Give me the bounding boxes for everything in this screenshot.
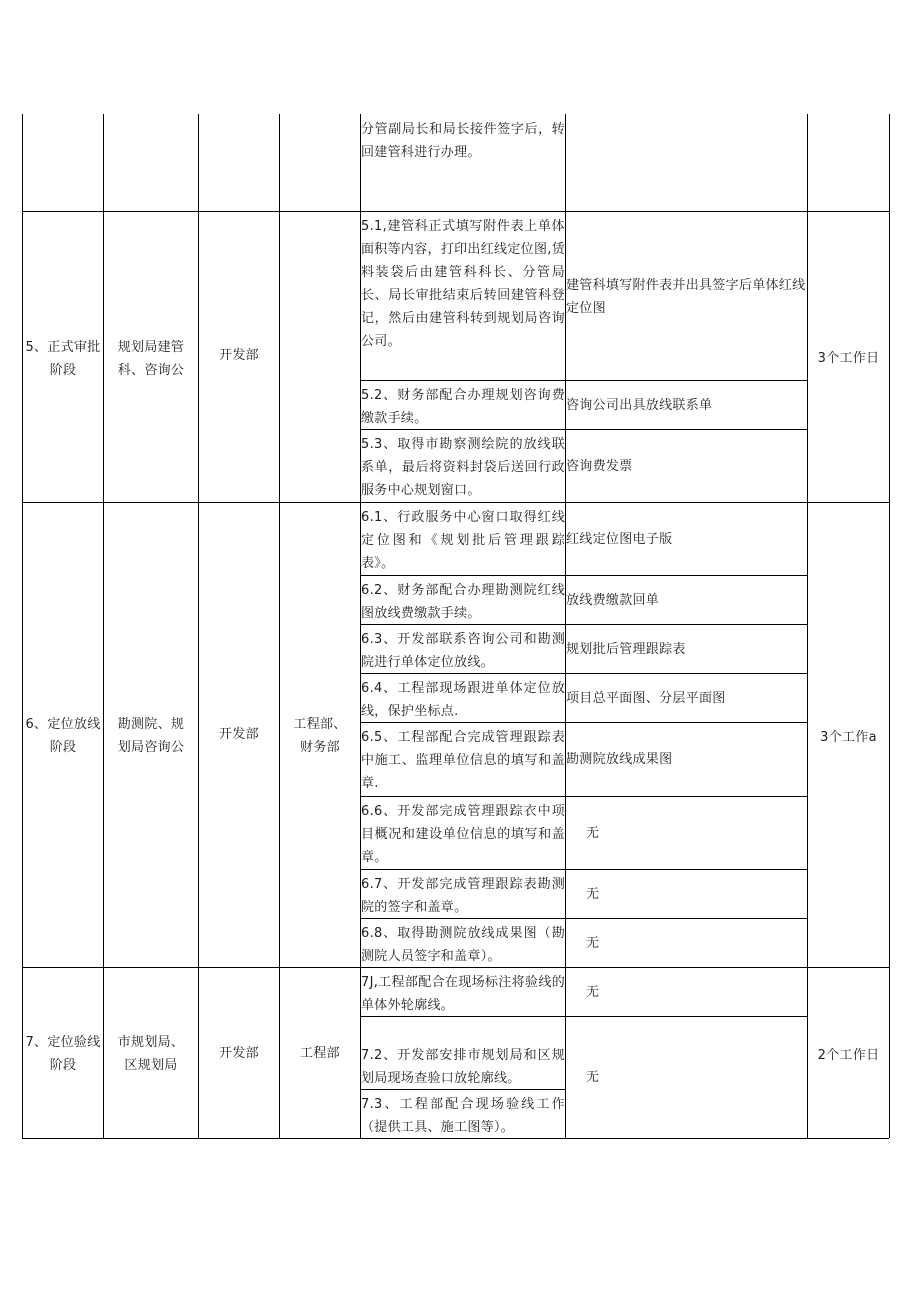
duration: 2个工作日 — [817, 1048, 880, 1063]
step-text: 5.2、财务部配合办理规划咨询费缴款手续。 — [361, 388, 565, 426]
step-text: 6.3、开发部联系咨询公司和勘测院进行单体定位放线。 — [361, 632, 565, 670]
duration: 3个工作日 — [817, 351, 880, 366]
step-text: 7J,工程部配合在现场标注将验线的单体外轮廓线。 — [361, 975, 565, 1013]
step-text: 7.2、开发部安排市规划局和区规划局现场查验口放轮廓线。 — [361, 1048, 565, 1086]
step-output: 建管科填写附件表并出具签字后单体红线定位图 — [566, 278, 806, 316]
stage-cell — [24, 713, 102, 759]
subrow-divider — [360, 869, 807, 870]
step-output: 咨询公司出具放线联系单 — [566, 398, 713, 413]
table-border-left — [22, 114, 23, 1138]
step-text: 5.1,建管科正式填写附件表上单体面积等内容，打印出红线定位图,赁料装袋后由建管科科长、分管局长、局长审批结束后转回建管科登记，然后由建管科转到规划局咨询公司。 — [361, 219, 565, 349]
department-cell — [106, 336, 196, 382]
department-label: 区规划局 — [124, 1058, 178, 1073]
department-label: 市规划局、 — [117, 1035, 185, 1050]
step-output: 咨询费发票 — [566, 459, 633, 474]
step-text: 6.5、工程部配合完成管理跟踪表中施工、监理单位信息的填写和盖章. — [361, 730, 565, 791]
department-label: 规划局建管 — [117, 340, 185, 355]
subrow-divider — [360, 575, 807, 576]
row-divider — [22, 502, 889, 503]
step-output: 放线费缴款回单 — [566, 593, 660, 608]
step-output: 无 — [586, 936, 600, 951]
subrow-divider — [360, 380, 807, 381]
step-output: 红线定位图电子版 — [566, 532, 673, 547]
column-divider — [565, 114, 566, 1138]
department-cell — [106, 1031, 196, 1077]
stage-label: 阶段 — [49, 740, 77, 755]
stage-cell — [24, 1031, 102, 1077]
step-text: 7.3、工程部配合现场验线工作（提供工具、施工图等）。 — [361, 1097, 565, 1135]
step-output: 无 — [586, 887, 600, 902]
department-label: 勘测院、规 — [117, 717, 185, 732]
stage-label: 5、正式审批 — [25, 340, 101, 355]
step-text: 6.7、开发部完成管理跟踪表勘测院的签字和盖章。 — [361, 877, 565, 915]
lead-department: 开发部 — [219, 1046, 259, 1061]
column-divider — [198, 114, 199, 1138]
lead-department: 开发部 — [219, 727, 259, 742]
cooperating-label: 工程部、 — [293, 717, 347, 732]
cooperating-department — [282, 713, 358, 759]
step-output: 项目总平面图、分层平面图 — [566, 691, 726, 706]
stage-label: 7、定位验线 — [25, 1035, 101, 1050]
step-output: 无 — [586, 985, 600, 1000]
row-divider — [22, 211, 889, 212]
stage-cell — [24, 336, 102, 382]
department-label: 科、咨询公 — [117, 363, 185, 378]
step-output: 无 — [586, 826, 600, 841]
step-text: 分管副局长和局长接件签字后，转回建管科进行办理。 — [361, 122, 565, 160]
duration: 3个工作a — [820, 730, 877, 745]
column-divider — [279, 114, 280, 1138]
step-text: 6.2、财务部配合办理勘测院红线图放线费缴款手续。 — [361, 583, 565, 621]
step-text: 6.4、工程部现场跟进单体定位放线，保护坐标点. — [361, 681, 565, 719]
step-output: 勘测院放线成果图 — [566, 752, 673, 767]
step-text: 6.8、取得勘测院放线成果图（勘测院人员签字和盖章）。 — [361, 926, 565, 964]
step-output: 无 — [586, 1070, 600, 1085]
step-text: 6.1、行政服务中心窗口取得红线定位图和《规划批后管理跟踪表》。 — [361, 510, 565, 571]
cooperating-department: 工程部 — [300, 1046, 340, 1061]
department-cell — [106, 713, 196, 759]
stage-label: 阶段 — [49, 363, 77, 378]
column-divider — [103, 114, 104, 1138]
lead-department: 开发部 — [219, 348, 259, 363]
stage-label: 6、定位放线 — [25, 717, 101, 732]
step-text: 5.3、取得市勘察测绘院的放线联系单，最后将资料封袋后送回行政服务中心规划窗口。 — [361, 437, 565, 498]
cooperating-label: 财务部 — [300, 740, 340, 755]
column-divider — [807, 114, 808, 1138]
stage-label: 阶段 — [49, 1058, 77, 1073]
table-border-right — [889, 114, 890, 1138]
subrow-divider — [360, 796, 807, 797]
step-output: 规划批后管理跟踪表 — [566, 642, 686, 657]
step-text: 6.6、开发部完成管理跟踪衣中项目概况和建设单位信息的填写和盖章。 — [361, 804, 565, 865]
department-label: 划局咨询公 — [117, 740, 185, 755]
